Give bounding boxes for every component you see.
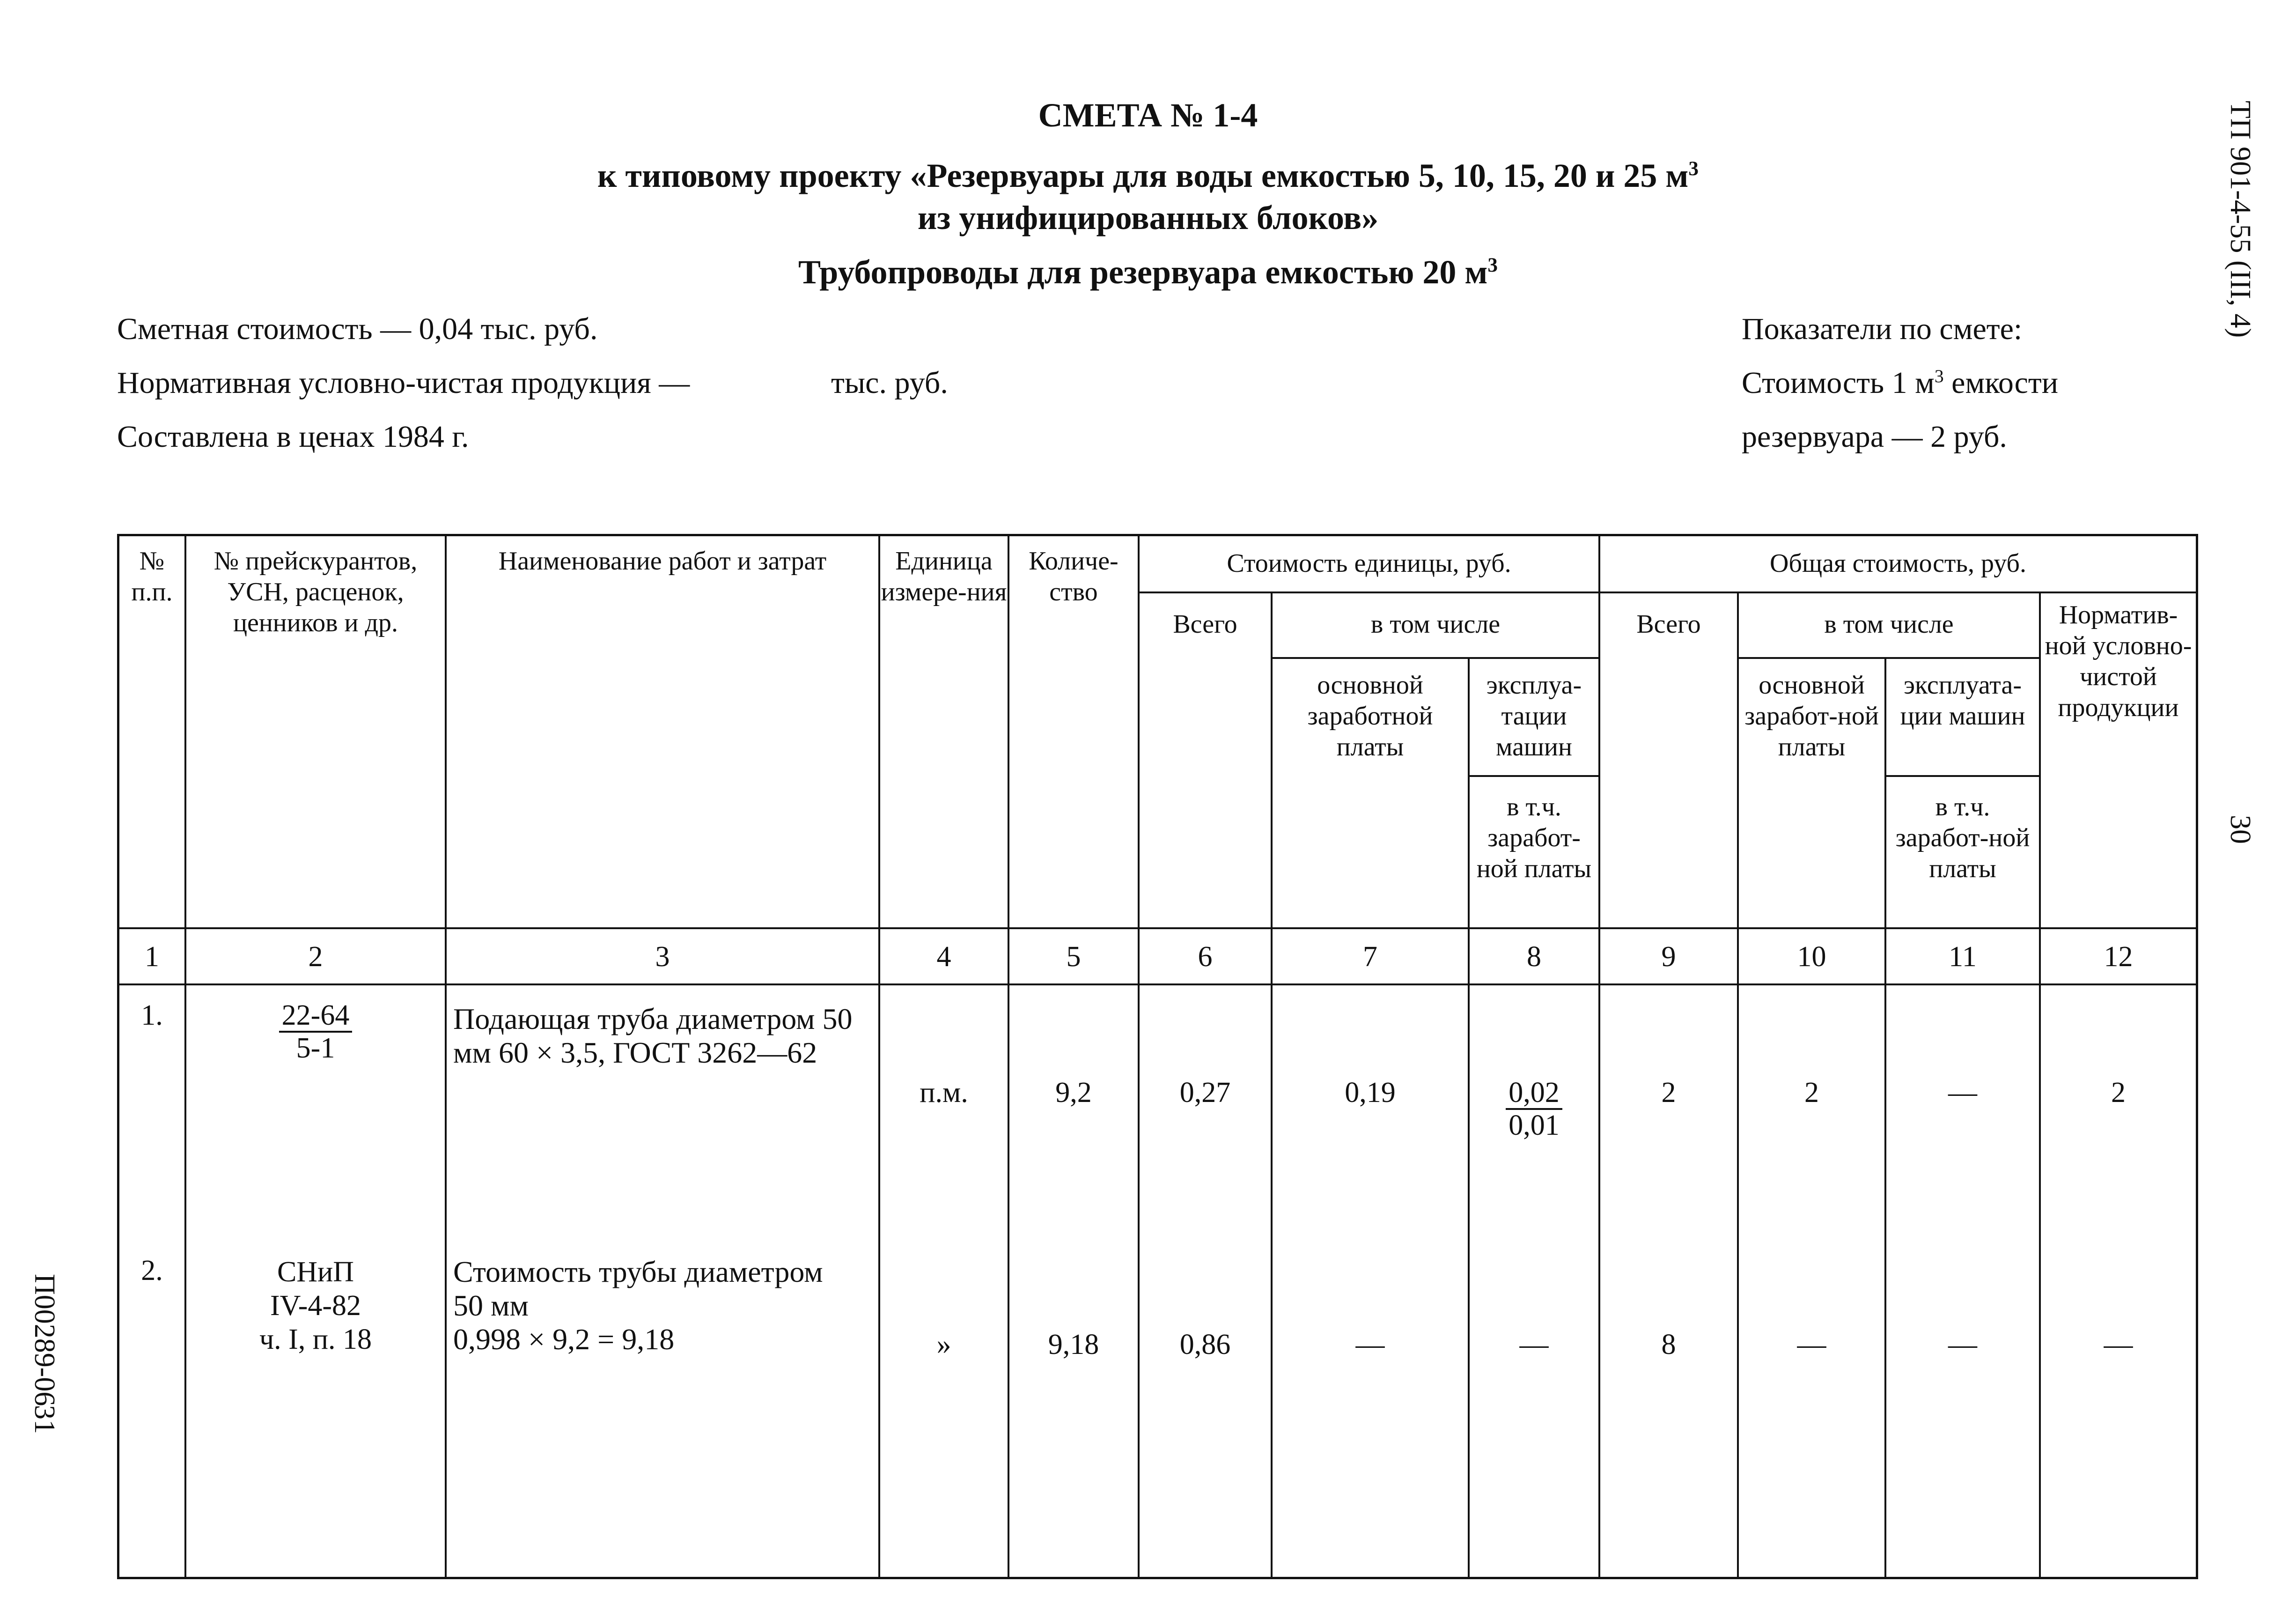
row2-ref-l3: ч. I, п. 18	[259, 1323, 372, 1355]
row-line	[117, 927, 2198, 929]
colnum: 11	[1949, 941, 1977, 973]
col-line	[1138, 534, 1140, 1579]
subtitle-sup: 3	[1688, 158, 1699, 180]
row-line	[1138, 591, 2197, 593]
header-c4: Единица измере-ния	[881, 547, 1007, 606]
row1-n: 1.	[141, 999, 163, 1031]
row2-wage: —	[1355, 1329, 1385, 1360]
subtitle-line2: из унифицированных блоков»	[917, 199, 1379, 237]
col-line	[1008, 534, 1009, 1579]
indicator-line1-text: Стоимость 1 м	[1742, 366, 1935, 400]
col-line	[445, 534, 447, 1579]
margin-right-code: ТП 901-4-55 (III, 4)	[2224, 101, 2256, 338]
prices-year: Составлена в ценах 1984 г.	[117, 420, 469, 454]
row1-qty: 9,2	[1055, 1077, 1092, 1109]
row1-machine	[1470, 1077, 1598, 1141]
indicators-label: Показатели по смете:	[1742, 312, 2023, 346]
estimated-cost: Сметная стоимость — 0,04 тыс. руб.	[117, 312, 598, 346]
row2-name-l1: Стоимость трубы диаметром	[453, 1255, 823, 1288]
row2-qty: 9,18	[1048, 1329, 1099, 1360]
colnum: 10	[1797, 941, 1826, 973]
row2-unit: »	[936, 1329, 951, 1360]
row2-total: 8	[1661, 1329, 1676, 1360]
header-c2: № прейскурантов, УСН, расценок, ценников и др.	[213, 547, 418, 637]
row1-machine-bottom: 0,01	[1509, 1109, 1560, 1141]
section-text: Трубопроводы для резервуара емкостью 20 м	[798, 253, 1488, 291]
margin-right-page: 30	[2224, 815, 2256, 844]
row1-norm: 2	[2111, 1077, 2126, 1109]
row1-name: Подающая труба диаметром 50 мм 60 × 3,5, ГОСТ 3262—62	[453, 1002, 853, 1069]
indicator-line2: резервуара — 2 руб.	[1742, 420, 2007, 454]
row2-machine: —	[1519, 1329, 1549, 1360]
col-line	[878, 534, 880, 1579]
col-line	[1598, 534, 1600, 1579]
table-border-top	[117, 534, 2198, 536]
header-c12: Норматив-ной условно-чистой продукции	[2045, 600, 2192, 722]
colnum: 12	[2104, 941, 2133, 973]
colnum: 9	[1661, 941, 1676, 973]
colnum: 2	[308, 941, 323, 973]
margin-left-code: П00289-06	[29, 1274, 60, 1406]
indicator-line1-rest: емкости	[1943, 366, 2059, 400]
colnum: 1	[145, 941, 159, 973]
colnum: 3	[655, 941, 670, 973]
table-border-left	[117, 534, 119, 1579]
header-c9-all: Всего	[1636, 610, 1701, 639]
header-c7: основной заработной платы	[1307, 671, 1433, 761]
row2-n: 2.	[141, 1255, 163, 1286]
table-border-right	[2196, 534, 2198, 1579]
row1-wage: 0,19	[1345, 1077, 1396, 1109]
colnum: 5	[1066, 941, 1081, 973]
row-line	[1737, 657, 2039, 659]
section-title	[0, 253, 2296, 292]
row-line	[1271, 657, 1598, 659]
document-title: СМЕТА № 1-4	[1038, 96, 1258, 134]
row2-ref-l1: СНиП	[277, 1256, 354, 1288]
header-c5: Количе-ство	[1029, 547, 1119, 606]
subtitle-line1: к типовому проекту «Резервуары для воды емкостью 5, 10, 15, 20 и 25 м	[597, 157, 1689, 194]
indicator-line1-sup: 3	[1934, 366, 1944, 386]
row-line	[1468, 775, 1598, 777]
colnum: 4	[936, 941, 951, 973]
normative-product-label: Нормативная условно-чистая продукция —	[117, 366, 690, 400]
header-total-cost: Общая стоимость, руб.	[1770, 549, 2026, 578]
row2-ref	[186, 1255, 445, 1356]
margin-left-page: 31	[29, 1405, 60, 1434]
row2-norm: —	[2104, 1329, 2133, 1360]
row2-ref-l2: IV-4-82	[270, 1290, 361, 1322]
header-c8: эксплуа-тации машин	[1486, 671, 1582, 761]
row2-all: 0,86	[1179, 1329, 1231, 1360]
document-subtitle	[0, 155, 2296, 239]
indicator-line1	[1742, 365, 2058, 401]
header-c1: № п.п.	[131, 547, 173, 606]
header-c8-incl-wage: в т.ч. заработ-ной платы	[1476, 792, 1592, 883]
section-sup: 3	[1487, 254, 1498, 276]
header-c3: Наименование работ и затрат	[498, 547, 827, 576]
header-c1011-incl: в том числе	[1824, 610, 1954, 639]
row1-total-machine: —	[1948, 1077, 1977, 1109]
row1-ref-top: 22-64	[279, 1000, 353, 1033]
header-c10: основной заработ-ной платы	[1744, 671, 1879, 761]
row1-ref	[186, 1000, 445, 1064]
row-line	[1884, 775, 2039, 777]
row2-total-machine: —	[1948, 1329, 1977, 1360]
header-c11-incl-wage: в т.ч. заработ-ной платы	[1895, 792, 2030, 883]
row2-name-l3: 0,998 × 9,2 = 9,18	[453, 1323, 675, 1356]
header-unit-cost: Стоимость единицы, руб.	[1227, 549, 1511, 578]
header-c78-incl: в том числе	[1370, 610, 1501, 639]
normative-product-unit: тыс. руб.	[831, 366, 948, 400]
header-c11: эксплуата-ции машин	[1900, 671, 2025, 731]
row1-all: 0,27	[1179, 1077, 1231, 1109]
row2-total-wage: —	[1797, 1329, 1826, 1360]
colnum: 8	[1527, 941, 1541, 973]
row-line	[117, 983, 2198, 985]
colnum: 7	[1363, 941, 1377, 973]
row1-machine-top: 0,02	[1506, 1077, 1562, 1110]
row1-ref-bottom: 5-1	[296, 1032, 335, 1064]
row1-total-wage: 2	[1804, 1077, 1819, 1109]
row2-name-l2: 50 мм	[453, 1289, 529, 1322]
colnum: 6	[1198, 941, 1213, 973]
row2-name	[453, 1255, 875, 1356]
row1-total: 2	[1661, 1077, 1676, 1109]
row1-unit: п.м.	[920, 1077, 968, 1109]
header-c6-all: Всего	[1173, 610, 1237, 639]
